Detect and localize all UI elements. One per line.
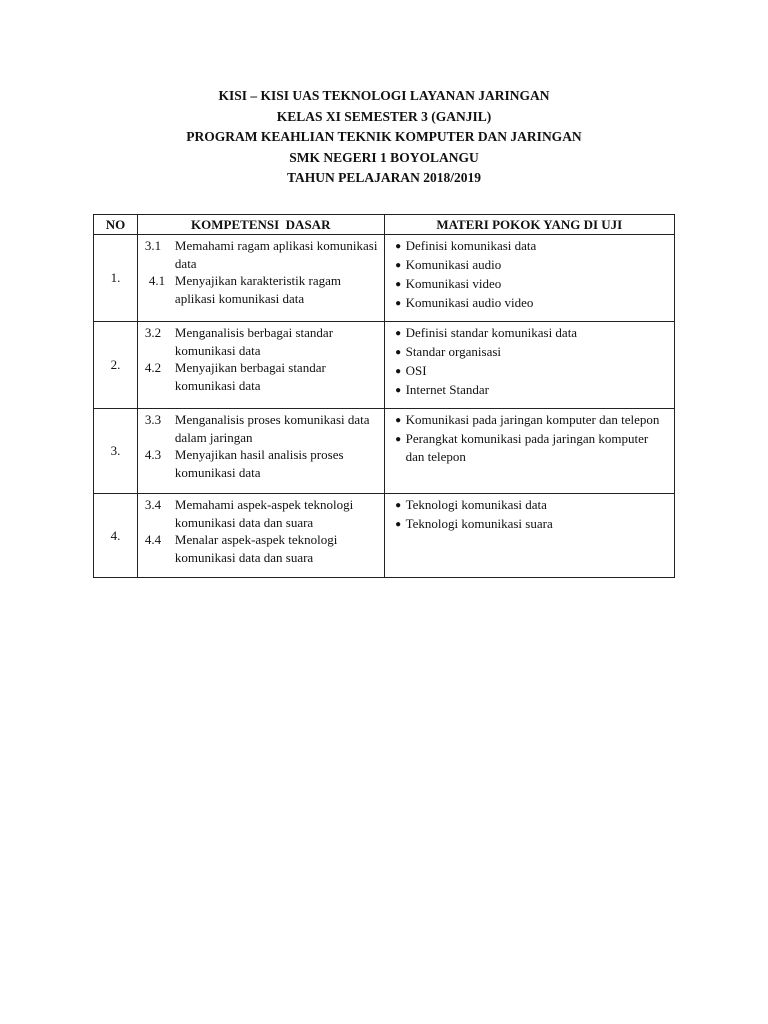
kisi-table [93,214,675,578]
kd-text: Menganalisis proses komunikasi data dalam jaringan [174,412,370,445]
bullet-icon: ● [395,500,402,511]
kd-number: 3.3 [144,412,162,427]
kd-item [145,359,380,394]
materi-item [391,343,670,362]
row-number: 1. [94,235,138,322]
bullet-icon: ● [395,279,402,290]
kd-item [145,496,380,531]
materi-text: Komunikasi video [405,276,502,291]
table-row [94,322,675,409]
materi-text: OSI [405,363,427,378]
kompetensi-cell [137,409,384,494]
kompetensi-cell [137,494,384,578]
bullet-icon: ● [395,298,402,309]
materi-cell [384,235,674,322]
materi-text: Internet Standar [405,382,489,397]
kd-text: Memahami aspek-aspek teknologi komunikasi data dan suara [174,497,354,530]
table-row [94,494,675,578]
materi-cell [384,409,674,494]
bullet-icon: ● [395,328,402,339]
kd-text: Menalar aspek-aspek teknologi komunikasi data dan suara [174,532,338,565]
title-line-3: PROGRAM KEAHLIAN TEKNIK KOMPUTER DAN JARINGAN [186,129,582,144]
table-row [94,409,675,494]
row-number: 3. [94,409,138,494]
materi-text: Definisi komunikasi data [405,238,537,253]
materi-item [391,381,670,400]
materi-item [391,237,670,256]
row-number: 4. [94,494,138,578]
materi-item [391,411,670,430]
table-row [94,235,675,322]
bullet-icon: ● [395,260,402,271]
materi-text: Komunikasi audio [405,257,502,272]
materi-item [391,430,670,465]
materi-text: Komunikasi pada jaringan komputer dan telepon [405,412,660,427]
materi-item [391,275,670,294]
kd-item [145,411,380,446]
materi-item [391,515,670,534]
document-heading [0,86,768,189]
column-header-materi: MATERI POKOK YANG DI UJI [384,215,674,235]
title-line-5: TAHUN PELAJARAN 2018/2019 [286,170,481,185]
kd-item [145,324,380,359]
kd-number: 4.4 [144,532,162,547]
materi-cell [384,322,674,409]
materi-item [391,496,670,515]
kd-text: Menyajikan berbagai standar komunikasi data [174,360,326,393]
materi-cell [384,494,674,578]
materi-text: Perangkat komunikasi pada jaringan komputer dan telepon [405,431,649,464]
kd-number: 4.3 [144,447,162,462]
bullet-icon: ● [395,385,402,396]
kompetensi-cell [137,235,384,322]
kd-number: 3.4 [144,497,162,512]
bullet-icon: ● [395,434,402,445]
row-number: 2. [94,322,138,409]
kd-item [145,531,380,566]
materi-item [391,256,670,275]
bullet-icon: ● [395,241,402,252]
bullet-icon: ● [395,366,402,377]
kd-number: 3.1 [144,238,162,253]
column-header-no: NO [94,215,138,235]
kd-item [145,446,380,481]
materi-text: Standar organisasi [405,344,502,359]
materi-item [391,362,670,381]
materi-item [391,324,670,343]
column-header-kompetensi: KOMPETENSI DASAR [137,215,384,235]
kd-number: 4.2 [144,360,162,375]
bullet-icon: ● [395,347,402,358]
title-line-4: SMK NEGERI 1 BOYOLANGU [289,149,479,165]
title-line-1: KISI – KISI UAS TEKNOLOGI LAYANAN JARINGAN [218,88,550,103]
kd-text: Memahami ragam aplikasi komunikasi data [174,238,378,271]
materi-text: Definisi standar komunikasi data [405,325,578,340]
kd-item [145,272,380,307]
title-line-2: KELAS XI SEMESTER 3 (GANJIL) [276,108,492,124]
materi-text: Komunikasi audio video [405,295,534,310]
kd-number: 3.2 [144,325,162,340]
bullet-icon: ● [395,519,402,530]
kd-text: Menyajikan karakteristik ragam aplikasi komunikasi data [174,273,341,306]
kd-number: 4.1 [148,273,166,288]
materi-item [391,294,670,313]
bullet-icon: ● [395,415,402,426]
materi-text: Teknologi komunikasi suara [405,516,553,531]
kompetensi-cell [137,322,384,409]
materi-text: Teknologi komunikasi data [405,497,547,512]
table-header-row [94,215,675,235]
kd-text: Menganalisis berbagai standar komunikasi data [174,325,334,358]
kd-item [145,237,380,272]
kd-text: Menyajikan hasil analisis proses komunikasi data [174,447,344,480]
